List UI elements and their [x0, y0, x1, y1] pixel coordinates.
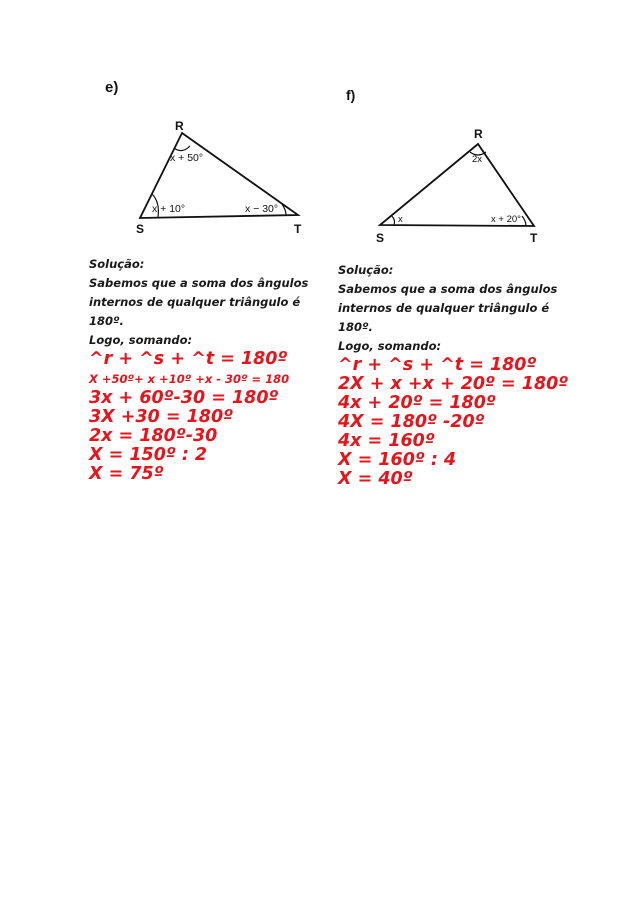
solution-heading: Solução:	[338, 263, 394, 277]
vertex-t-label: T	[294, 222, 302, 236]
intro-line: Logo, somando:	[89, 333, 193, 347]
equation-step: 2X + x +x + 20º = 180º	[338, 374, 569, 394]
angle-r-label: x + 50°	[170, 152, 204, 164]
triangle-f-drawing	[344, 82, 549, 244]
intro-line: internos de qualquer triângulo é	[89, 295, 301, 309]
angle-s-label-f: x	[398, 214, 403, 225]
equation-step: 2x = 180º-30	[89, 426, 218, 446]
angle-r-label-f: 2x	[472, 154, 483, 165]
equation-step: 3x + 60º-30 = 180º	[89, 388, 279, 408]
solution-left	[89, 255, 308, 484]
equation-step: 4x + 20º = 180º	[338, 393, 496, 413]
angle-s-label: x + 10°	[152, 203, 186, 215]
equation-step: X +50º+ x +10º +x - 30º = 180	[89, 372, 290, 386]
intro-line: 180º.	[338, 320, 373, 334]
intro-line: Sabemos que a soma dos ângulos	[338, 282, 558, 296]
angle-r-arc	[174, 146, 190, 151]
angle-t-label: x − 30°	[245, 203, 279, 215]
equation-step: 4X = 180º -20º	[338, 412, 485, 432]
equation-step: X = 150º : 2	[89, 445, 208, 465]
intro-line: Logo, somando:	[338, 339, 442, 353]
triangle-figure-e	[100, 78, 315, 238]
equation-step: 4x = 160º	[338, 431, 435, 451]
vertex-s-label: S	[136, 222, 145, 236]
vertex-t-label-f: T	[530, 231, 538, 244]
triangle-figure-f	[344, 82, 549, 244]
equation-step: X = 160º : 4	[338, 450, 457, 470]
angle-t-arc-f	[522, 216, 526, 226]
solution-right	[338, 261, 568, 489]
figure-e-label: e)	[105, 79, 119, 96]
vertex-r-label: R	[175, 119, 184, 133]
angle-t-label-f: x + 20°	[491, 214, 521, 225]
equation-step: X = 75º	[89, 464, 164, 484]
vertex-r-label-f: R	[474, 127, 483, 141]
vertex-s-label-f: S	[376, 231, 385, 244]
solution-heading: Solução:	[89, 257, 145, 271]
equation-step: ^r + ^s + ^t = 180º	[338, 355, 537, 375]
figure-f-label: f)	[346, 87, 356, 103]
triangle-e-drawing	[100, 78, 315, 238]
intro-line: 180º.	[89, 314, 124, 328]
equation-step: X = 40º	[338, 469, 413, 489]
equation-step: 3X +30 = 180º	[89, 407, 234, 427]
intro-line: Sabemos que a soma dos ângulos	[89, 276, 309, 290]
equation-step: ^r + ^s + ^t = 180º	[89, 349, 288, 369]
intro-line: internos de qualquer triângulo é	[338, 301, 550, 315]
